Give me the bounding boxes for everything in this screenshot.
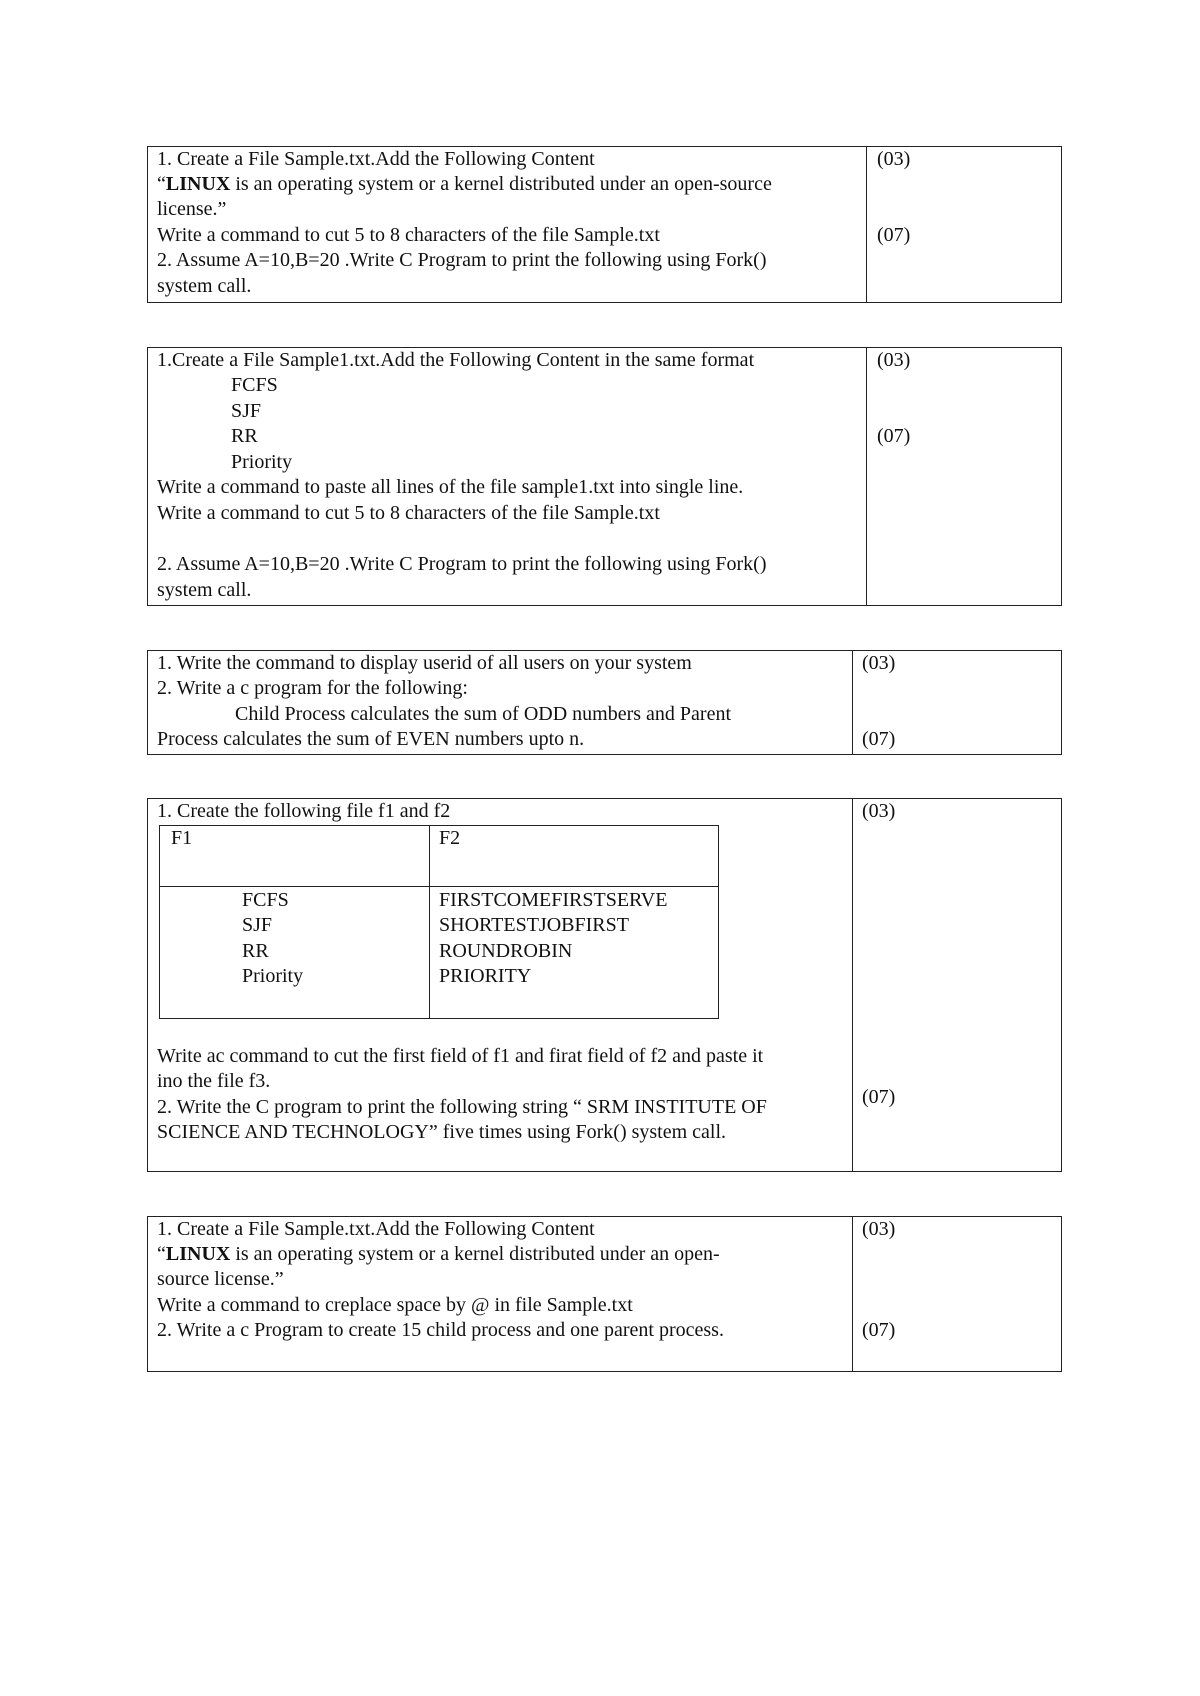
q1-line: 2. Assume A=10,B=20 .Write C Program to print the following using Fork() — [157, 249, 767, 271]
table-cell: SHORTESTJOBFIRST — [439, 914, 629, 936]
marks: (07) — [862, 1086, 896, 1108]
quote-text: is an operating system or a kernel distributed under an open- — [230, 1243, 720, 1265]
list-item: FCFS — [231, 374, 278, 396]
q3-line: Process calculates the sum of EVEN numbers upto n. — [157, 728, 585, 750]
question-box-1 — [147, 146, 1062, 303]
divider — [866, 147, 867, 302]
divider — [852, 1217, 853, 1371]
quote-text: is an operating system or a kernel distributed under an open-source — [230, 173, 772, 195]
q4-line: Write ac command to cut the first field of f1 and firat field of f2 and paste it — [157, 1045, 764, 1067]
q2-line: system call. — [157, 579, 252, 601]
q3-line: Child Process calculates the sum of ODD numbers and Parent — [235, 703, 732, 725]
list-item: SJF — [231, 400, 262, 422]
q4-line: 2. Write the C program to print the following string “ SRM INSTITUTE OF — [157, 1096, 767, 1118]
table-cell: RR — [242, 940, 269, 962]
table-cell: FCFS — [242, 889, 289, 911]
table-cell: Priority — [242, 965, 304, 987]
q1-line: system call. — [157, 275, 252, 297]
q5-line: 2. Write a c Program to create 15 child process and one parent process. — [157, 1319, 724, 1341]
marks: (03) — [862, 800, 896, 822]
quote-mark: “ — [157, 1243, 166, 1265]
question-box-3 — [147, 650, 1062, 755]
marks: (03) — [877, 148, 911, 170]
bold-term: LINUX — [165, 173, 231, 195]
marks: (07) — [877, 425, 911, 447]
q3-line: 2. Write a c program for the following: — [157, 677, 468, 699]
question-box-5 — [147, 1216, 1062, 1372]
q1-line: Write a command to cut 5 to 8 characters of the file Sample.txt — [157, 224, 660, 246]
table-header-f2: F2 — [439, 827, 461, 849]
q4-line: SCIENCE AND TECHNOLOGY” five times using Fork() system call. — [157, 1121, 727, 1143]
q4-line: ino the file f3. — [157, 1070, 271, 1092]
q1-quote-end: license.” — [157, 198, 227, 220]
marks: (03) — [862, 652, 896, 674]
q2-line: 2. Assume A=10,B=20 .Write C Program to print the following using Fork() — [157, 553, 767, 575]
q2-line: 1.Create a File Sample1.txt.Add the Following Content in the same format — [157, 349, 755, 371]
q5-line: 1. Create a File Sample.txt.Add the Following Content — [157, 1218, 595, 1240]
q2-line: Write a command to paste all lines of the file sample1.txt into single line. — [157, 476, 744, 498]
divider — [852, 799, 853, 1171]
table-cell: ROUNDROBIN — [439, 940, 573, 962]
list-item: RR — [231, 425, 258, 447]
marks: (07) — [862, 1319, 896, 1341]
question-box-4 — [147, 798, 1062, 1172]
table-cell: PRIORITY — [439, 965, 532, 987]
q2-line: Write a command to cut 5 to 8 characters of the file Sample.txt — [157, 502, 660, 524]
q5-quote-line — [157, 1242, 720, 1267]
table-header-divider — [160, 886, 718, 887]
divider — [852, 651, 853, 754]
marks: (07) — [862, 728, 896, 750]
table-column-divider — [429, 826, 430, 1018]
q4-line: 1. Create the following file f1 and f2 — [157, 800, 451, 822]
q3-line: 1. Write the command to display userid of all users on your system — [157, 652, 692, 674]
marks: (07) — [877, 224, 911, 246]
table-cell: SJF — [242, 914, 273, 936]
file-table — [159, 825, 719, 1019]
marks: (03) — [862, 1218, 896, 1240]
list-item: Priority — [231, 451, 293, 473]
divider — [866, 348, 867, 605]
question-box-2 — [147, 347, 1062, 606]
q1-quote-line — [157, 172, 772, 197]
q5-line: Write a command to creplace space by @ in file Sample.txt — [157, 1294, 633, 1316]
q5-quote-end: source license.” — [157, 1268, 284, 1290]
marks: (03) — [877, 349, 911, 371]
quote-mark: “ — [157, 173, 166, 195]
q1-line: 1. Create a File Sample.txt.Add the Following Content — [157, 148, 595, 170]
table-header-f1: F1 — [171, 827, 193, 849]
table-cell: FIRSTCOMEFIRSTSERVE — [439, 889, 668, 911]
bold-term: LINUX — [165, 1243, 231, 1265]
